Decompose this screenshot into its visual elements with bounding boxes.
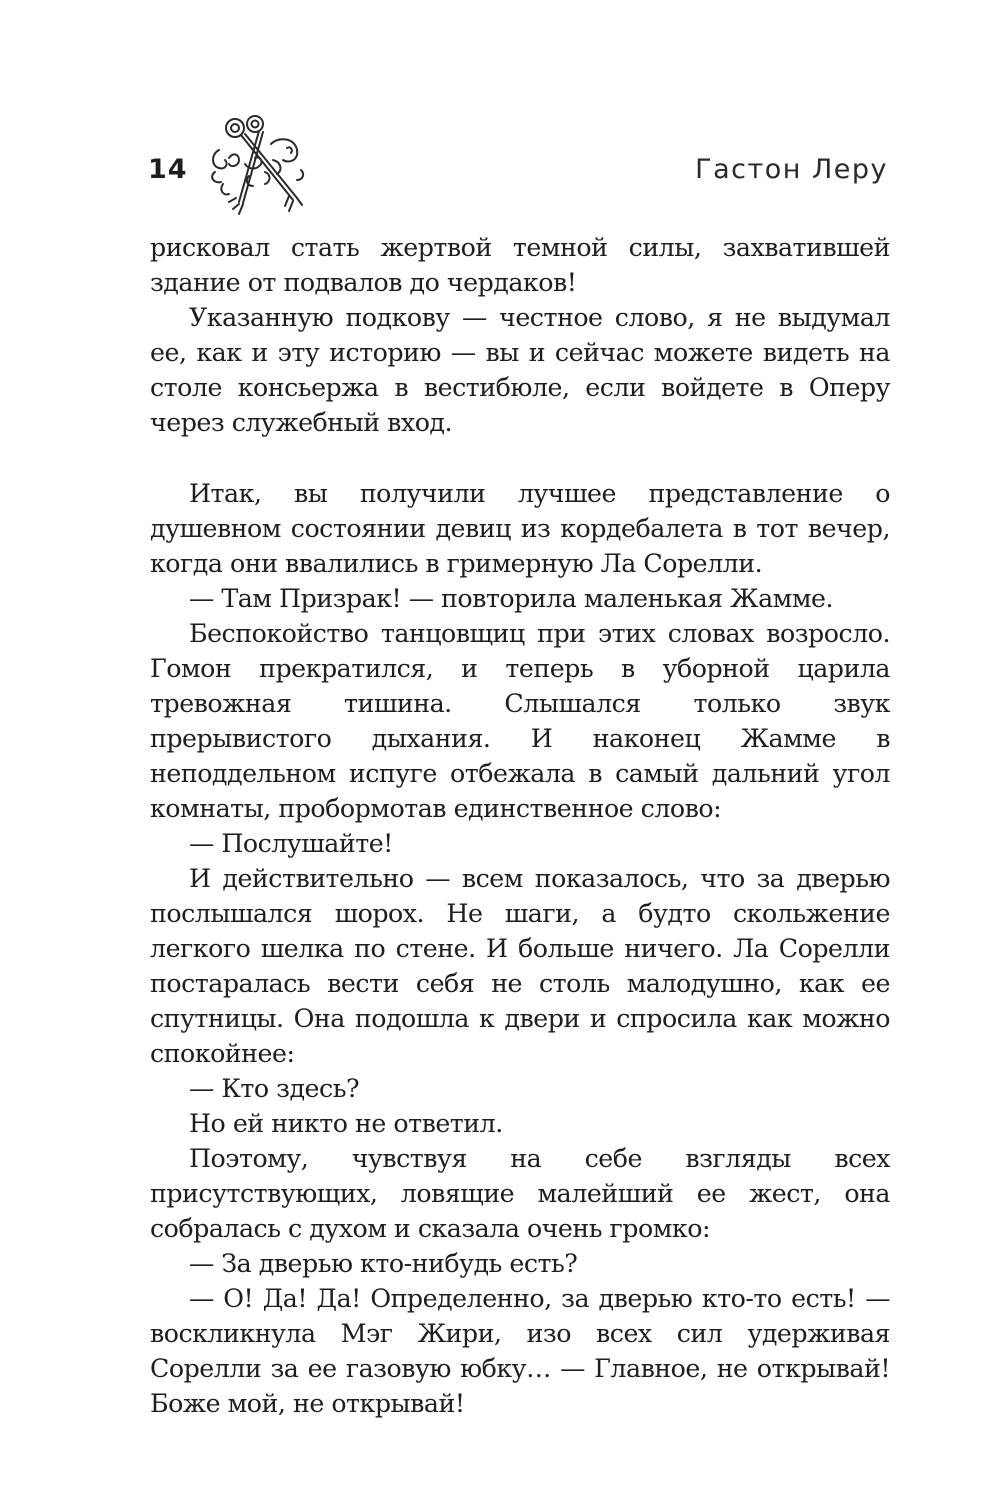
dialogue-line: — Кто здесь? — [189, 1074, 360, 1103]
text-body — [150, 230, 890, 1421]
section-break — [150, 440, 890, 476]
floral-flourish-icon — [212, 139, 303, 194]
dialogue-line: — За дверью кто-нибудь есть? — [189, 1249, 578, 1278]
paragraph: Итак, вы получили лучшее представление о душевном состоянии девиц из кордебалета в тот вечер, когда они ввалились в гримерную Ла Сорелли. — [150, 479, 890, 578]
paragraph: И действительно — всем показалось, что за дверью послышался шорох. Не шаги, а будто скольжение легкого шелка по стене. И больше ничего. Ла Сорелли постаралась вести себя не столь малодушно, как ее спутницы. Она подошла к двери и спросила как можно спокойнее: — [150, 864, 890, 1068]
running-title: Гастон Леру — [695, 154, 888, 185]
paragraph: Поэтому, чувствуя на себе взгляды всех присутствующих, ловящие малейший ее жест, она собралась с духом и сказала очень громко: — [150, 1144, 890, 1243]
paragraph: Указанную подкову — честное слово, я не выдумал ее, как и эту историю — вы и сейчас можете видеть на столе консьержа в вестибюле, если войдете в Оперу через служебный вход. — [150, 303, 890, 437]
paragraph: Беспокойство танцовщиц при этих словах возросло. Гомон прекратился, и теперь в уборной царила тревожная тишина. Слышался только звук прерывистого дыхания. И наконец Жамме в неподдельном испуге отбежала в самый дальний угол комнаты, пробормотав единственное слово: — [150, 619, 890, 823]
page-number: 14 — [148, 154, 188, 185]
paragraph: Но ей никто не ответил. — [189, 1109, 503, 1138]
dialogue-line: — Послушайте! — [189, 829, 393, 858]
crossed-keys-ornament-icon — [205, 110, 320, 220]
paragraph: рисковал стать жертвой темной силы, захватившей здание от подвалов до чердаков! — [150, 233, 890, 297]
dialogue-line: — О! Да! Да! Определенно, за дверью кто-то есть! — воскликнула Мэг Жири, изо всех сил удерживая Сорелли за ее газовую юбку… — Главное, не открывай! Боже мой, не открывай! — [150, 1284, 890, 1418]
dialogue-line: — Там Призрак! — повторила маленькая Жамме. — [189, 584, 834, 613]
